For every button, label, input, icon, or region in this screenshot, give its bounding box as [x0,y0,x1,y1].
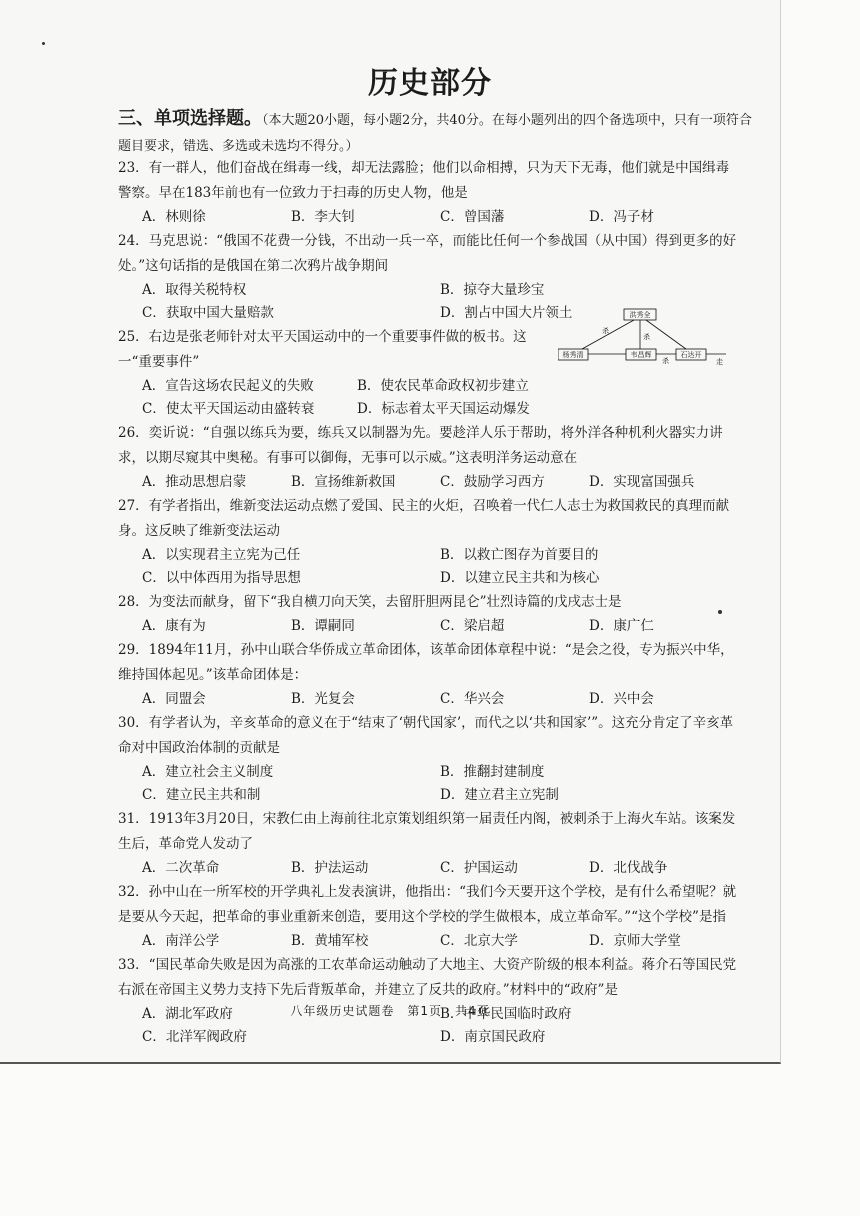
question-list [118,156,738,1049]
option-row [118,544,738,590]
option-row [118,375,572,421]
answer-option: D．京师大学堂 [589,933,681,949]
answer-option: B．以救亡图存为首要目的 [440,547,599,563]
question-stem: 28．为变法而献身，留下“我自横刀向天笑，去留肝胆两昆仑”壮烈诗篇的戊戌志士是 [118,594,622,610]
question-item [118,807,738,880]
diagram-edge-label: 杀 [643,333,650,341]
answer-option: B．掠夺大量珍宝 [440,282,545,298]
question-item [118,638,738,711]
question-item [118,590,738,638]
answer-option: C．华兴会 [440,691,505,707]
answer-option: B．光复会 [291,691,355,707]
question-stem: 29．1894年11月，孙中山联合华侨成立革命团体，该革命团体章程中说：“是会之役，专为振兴中华，维持国体起见。”该革命团体是： [118,642,734,683]
answer-option: B．宣扬维新救国 [291,474,396,490]
answer-option: A．建立社会主义制度 [142,764,274,780]
question-item [118,494,738,590]
question-item [118,156,738,229]
answer-option: C．以中体西用为指导思想 [142,570,301,586]
answer-option: B．使农民革命政权初步建立 [357,378,529,394]
answer-option: B．谭嗣同 [291,618,355,634]
answer-option: D．兴中会 [589,691,654,707]
answer-option: A．二次革命 [142,860,220,876]
question-stem: 27．有学者指出，维新变法运动点燃了爱国、民主的火炬，召唤着一代仁人志士为救国救民的真理而献身。这反映了维新变法运动 [118,498,730,539]
section-heading: 三、单项选择题。 [118,108,262,129]
answer-option: B．护法运动 [291,860,369,876]
option-row [118,615,738,638]
diagram-edge-label: 杀 [602,327,609,335]
question-stem: 26．奕䜣说：“自强以练兵为要，练兵又以制器为先。要趁洋人乐于帮助，将外洋各种机利火器实力讲求，以期尽窥其中奥秘。有事可以御侮，无事可以示威。”这表明洋务运动意在 [118,425,723,466]
answer-option: D．冯子材 [589,209,654,225]
question-stem: 30．有学者认为，辛亥革命的意义在于“结束了‘朝代国家’，而代之以‘共和国家’”。这充分肯定了辛亥革命对中国政治体制的贡献是 [118,715,734,756]
answer-option: B．李大钊 [291,209,355,225]
answer-option: A．林则徐 [142,209,206,225]
question-item [118,421,738,494]
scan-speck [42,42,45,45]
question-item [118,711,738,807]
question-stem: 25．右边是张老师针对太平天国运动中的一个重要事件做的板书。这一“重要事件” [118,329,527,370]
answer-option: D．北伐战争 [589,860,668,876]
answer-option: C．建立民主共和制 [142,787,261,803]
answer-option: C．曾国藩 [440,209,505,225]
answer-option: D．实现富国强兵 [589,474,695,490]
answer-option: A．同盟会 [142,691,206,707]
answer-option: A．南洋公学 [142,933,220,949]
diagram-edge [646,320,686,349]
question-item [118,880,738,953]
answer-option: D．康广仁 [589,618,654,634]
answer-option: C．使太平天国运动由盛转衰 [142,401,315,417]
section-header [118,106,758,160]
option-row [118,206,738,229]
answer-option: D．建立君主立宪制 [440,787,559,803]
question-item [118,953,738,1049]
diagram-node: 石达开 [680,351,702,359]
diagram-edge-label: 杀 [662,357,669,365]
question-stem: 31．1913年3月20日，宋教仁由上海前往北京策划组织第一届责任内阁，被刺杀于上海火车站。该案发生后，革命党人发动了 [118,811,736,852]
diagram-node: 韦昌辉 [630,351,652,359]
section-instruction: （本大题20小题，每小题2分，共40分。在每小题列出的四个备选项中，只有一项符合题目要求，错选、多选或未选均不得分。） [118,113,752,154]
option-row [118,930,738,953]
diagram-node: 杨秀清 [562,351,584,359]
option-row [118,857,738,880]
answer-option: D．标志着太平天国运动爆发 [357,401,530,417]
answer-option: C．获取中国大量赔款 [142,305,274,321]
diagram-edge-label: 走 [716,358,723,366]
answer-option: A．以实现君主立宪为己任 [142,547,301,563]
option-row [118,761,738,807]
diagram-node: 洪秀全 [629,311,651,319]
answer-option: C．北洋军阀政府 [142,1029,247,1045]
answer-option: A．康有为 [142,618,206,634]
answer-option: D．割占中国大片领土 [440,305,573,321]
answer-option: B．中华民国临时政府 [440,1006,572,1022]
option-row [118,688,738,711]
question-stem: 23．有一群人，他们奋战在缉毒一线，却无法露脸；他们以命相搏，只为天下无毒，他们就是中国缉毒警察。早在183年前也有一位致力于扫毒的历史人物，他是 [118,160,730,201]
option-row [118,471,738,494]
answer-option: C．北京大学 [440,933,518,949]
answer-option: A．宣告这场农民起义的失败 [142,378,314,394]
question-stem: 33．“国民革命失败是因为高涨的工农革命运动触动了大地主、大资产阶级的根本利益。蒋介石等国民党右派在帝国主义势力支持下先后背叛革命，并建立了反共的政府。”材料中的“政府”是 [118,957,737,998]
page-title: 历史部分 [368,66,492,101]
question-stem: 24．马克思说：“俄国不花费一分钱，不出动一兵一卒，而能比任何一个参战国（从中国）得到更多的好处。”这句话指的是俄国在第二次鸦片战争期间 [118,233,737,274]
page-footer: 八年级历史试题卷 第1页 共4页 [290,1004,490,1018]
answer-option: B．推翻封建制度 [440,764,545,780]
answer-option: D．南京国民政府 [440,1029,546,1045]
answer-option: D．以建立民主共和为核心 [440,570,600,586]
answer-option: A．湖北军政府 [142,1006,233,1022]
answer-option: A．取得关税特权 [142,282,247,298]
answer-option: C．鼓励学习西方 [440,474,545,490]
answer-option: C．护国运动 [440,860,518,876]
blackboard-diagram [558,307,728,367]
answer-option: A．推动思想启蒙 [142,474,247,490]
question-stem: 32．孙中山在一所军校的开学典礼上发表演讲，他指出：“我们今天要开这个学校，是有什么希望呢？就是要从今天起，把革命的事业重新来创造，要用这个学校的学生做根本，成立革命军。”“这个学校”是指 [118,884,737,925]
answer-option: B．黄埔军校 [291,933,369,949]
answer-option: C．梁启超 [440,618,505,634]
